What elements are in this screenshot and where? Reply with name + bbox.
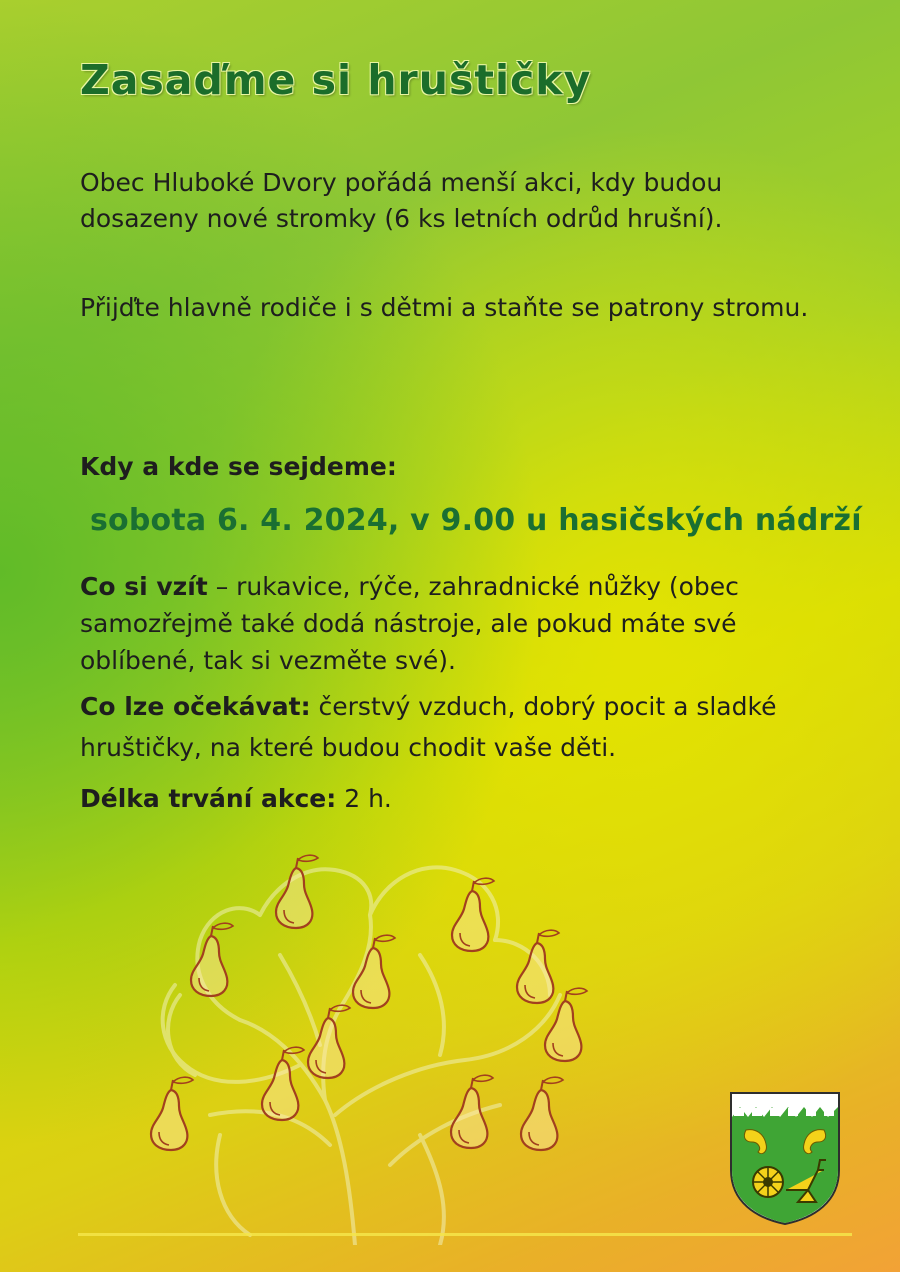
pear-icon xyxy=(513,1072,573,1152)
pear-icon xyxy=(183,918,243,998)
bring-label: Co si vzít xyxy=(80,572,208,601)
pear-icon xyxy=(268,850,328,930)
meeting-heading: Kdy a kde se sejdeme: xyxy=(80,452,397,481)
pear-icon xyxy=(444,873,504,953)
poster-title: Zasaďme si hruštičky xyxy=(80,56,592,104)
bottom-divider xyxy=(78,1233,852,1236)
expect-label: Co lze očekávat: xyxy=(80,692,311,721)
expect-info xyxy=(80,686,840,768)
bring-text: – rukavice, rýče, zahradnické nůžky (obec samozřejmě také dodá nástroje, ale pokud máte své oblíbené, tak si vezměte své). xyxy=(80,572,739,675)
expect-text: čerstvý vzduch, dobrý pocit a sladké hruštičky, na které budou chodit vaše děti. xyxy=(80,692,777,762)
pear-icon xyxy=(143,1072,203,1152)
pear-icon xyxy=(345,930,405,1010)
duration-info xyxy=(80,780,840,817)
meeting-datetime: sobota 6. 4. 2024, v 9.00 u hasičských nádrží xyxy=(90,503,862,538)
duration-text: 2 h. xyxy=(336,784,392,813)
pear-icon xyxy=(300,1000,360,1080)
pear-icon xyxy=(443,1070,503,1150)
pear-icon xyxy=(537,983,597,1063)
coat-of-arms-icon xyxy=(728,1090,842,1226)
bring-info xyxy=(80,568,840,679)
intro-paragraph-2: Přijďte hlavně rodiče i s dětmi a staňte se patrony stromu. xyxy=(80,293,809,322)
duration-label: Délka trvání akce: xyxy=(80,784,337,813)
intro-paragraph-1: Obec Hluboké Dvory pořádá menší akci, kdy budou dosazeny nové stromky (6 ks letních odrůd hrušní). xyxy=(80,168,723,233)
